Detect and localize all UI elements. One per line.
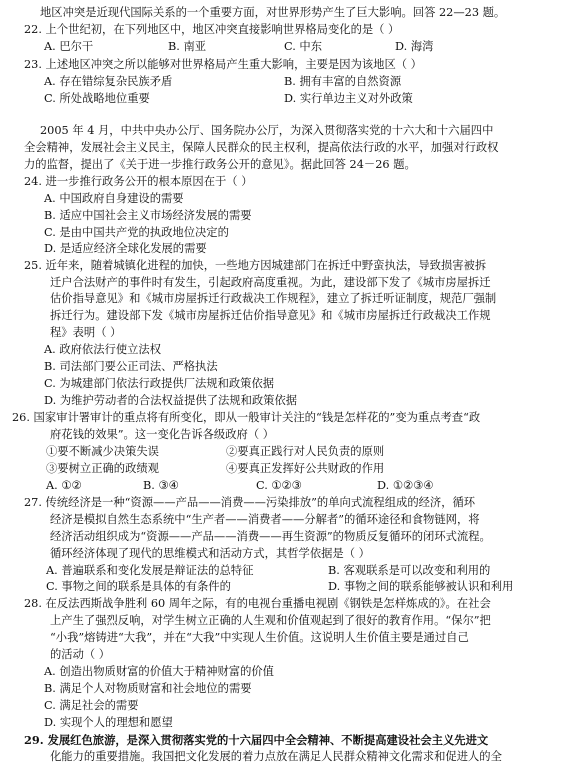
question-27-option-c: C. 事物之间的联系是具体的有条件的 bbox=[46, 580, 231, 593]
question-25-stem-line1: 25. 近年来，随着城镇化进程的加快，一些地方因城建部门在拆迁中野蛮执法，导致损害被拆 bbox=[24, 259, 487, 272]
question-24-option-d: D. 是适应经济全球化发展的需要 bbox=[44, 242, 207, 255]
question-26-statement-3: ③要树立正确的政绩观 bbox=[46, 462, 159, 475]
question-27-stem-line2: 经济是模拟自然生态系统中“生产者——消费者——分解者”的循环途径和食物链网，将 bbox=[50, 513, 480, 526]
question-27-option-b: B. 客观联系是可以改变和利用的 bbox=[328, 564, 491, 577]
question-25-option-d: D. 为维护劳动者的合法权益提供了法规和政策依据 bbox=[44, 394, 298, 407]
question-26-option-a: A. ①② bbox=[46, 479, 82, 492]
question-25-option-a: A. 政府依法行使立法权 bbox=[44, 343, 162, 356]
question-26-stem-line1: 26. 国家审计署审计的重点将有所变化，即从一般审计关注的“钱是怎样花的”变为重点考查“政 bbox=[12, 411, 481, 424]
question-26-option-c: C. ①②③ bbox=[256, 479, 302, 492]
passage-intro-24-26-line2: 全会精神，发展社会主义民主，保障人民群众的民主权利，提高依法行政的水平，加强对行政权 bbox=[24, 141, 499, 154]
question-25-stem-line4: 拆迁行为。建设部下发《城市房屋拆迁估价指导意见》和《城市房屋拆迁行政裁决工作规 bbox=[50, 309, 491, 322]
question-27-option-a: A. 普遍联系和变化发展是辩证法的总特征 bbox=[46, 564, 254, 577]
question-22-option-d: D. 海湾 bbox=[395, 40, 434, 53]
question-28-option-d: D. 实现个人的理想和愿望 bbox=[44, 716, 173, 729]
question-26-option-b: B. ③④ bbox=[143, 479, 179, 492]
question-23-option-b: B. 拥有丰富的自然资源 bbox=[284, 75, 402, 88]
question-23-option-a: A. 存在错综复杂民族矛盾 bbox=[44, 75, 173, 88]
question-29-stem-line1: 29. 发展红色旅游，是深入贯彻落实党的十六届四中全会精神、不断提高建设社会主义先进文 bbox=[24, 733, 489, 747]
question-28-stem-line2: 上产生了强烈反响，对学生树立正确的人生观和价值观起到了很好的教育作用。“保尔”把 bbox=[50, 614, 491, 627]
passage-intro-22-23: 地区冲突是近现代国际关系的一个重要方面，对世界形势产生了巨大影响。回答 22—23 题。 bbox=[40, 6, 506, 19]
question-29-stem-line2: 化能力的重要措施。我国把文化发展的着力点放在满足人民群众精神文化需求和促进人的全 bbox=[50, 750, 502, 763]
question-22-stem: 22. 上个世纪初，在下列地区中，地区冲突直接影响世界格局变化的是（ ） bbox=[24, 23, 400, 36]
question-22-option-b: B. 南亚 bbox=[168, 40, 207, 53]
question-22-option-a: A. 巴尔干 bbox=[44, 40, 94, 53]
question-24-option-a: A. 中国政府自身建设的需要 bbox=[44, 192, 184, 205]
question-27-stem-line1: 27. 传统经济是一种“资源——产品——消费——污染排放”的单向式流程组成的经济，循环 bbox=[24, 496, 476, 509]
question-25-stem-line3: 估价指导意见》和《城市房屋拆迁行政裁决工作规程》，建立了拆迁听证制度，规范厂强制 bbox=[50, 292, 497, 305]
question-24-option-b: B. 适应中国社会主义市场经济发展的需要 bbox=[44, 209, 252, 222]
question-28-option-b: B. 满足个人对物质财富和社会地位的需要 bbox=[44, 682, 252, 695]
question-28-stem-line3: “小我”熔铸进“大我”，并在“大我”中实现人生价值。这说明人生价值主要是通过自己 bbox=[50, 631, 469, 644]
question-22-option-c: C. 中东 bbox=[284, 40, 323, 53]
question-24-option-c: C. 是由中国共产党的执政地位决定的 bbox=[44, 226, 229, 239]
question-24-stem: 24. 进一步推行政务公开的根本原因在于（ ） bbox=[24, 175, 253, 188]
question-25-option-b: B. 司法部门要公正司法、严格执法 bbox=[44, 360, 218, 373]
question-28-stem-line1: 28. 在反法西斯战争胜利 60 周年之际，有的电视台重播电视剧《钢铁是怎样炼成的》。在社会 bbox=[24, 597, 491, 610]
question-26-statement-1: ①要不断减少决策失误 bbox=[46, 445, 159, 458]
question-25-stem-line2: 迁户合法财产的事件时有发生，引起政府高度重视。为此，建设部下发了《城市房屋拆迁 bbox=[50, 276, 491, 289]
question-27-stem-line3: 经济活动组织成为“资源——产品——消费——再生资源”的物质反复循环的闭环式流程。 bbox=[50, 530, 491, 543]
question-26-statement-2: ②要真正践行对人民负责的原则 bbox=[226, 445, 385, 458]
passage-intro-24-26-line1: 2005 年 4 月，中共中央办公厅、国务院办公厅，为深入贯彻落实党的十六大和十六届四中 bbox=[40, 124, 494, 137]
question-26-option-d: D. ①②③④ bbox=[377, 479, 434, 492]
question-28-option-a: A. 创造出物质财富的价值大于精神财富的价值 bbox=[44, 665, 274, 678]
question-25-option-c: C. 为城建部门依法行政提供厂法规和政策依据 bbox=[44, 377, 275, 390]
question-25-stem-line5: 程》表明（ ） bbox=[50, 326, 122, 339]
question-23-option-d: D. 实行单边主义对外政策 bbox=[284, 92, 413, 105]
question-26-statement-4: ④要真正发挥好公共财政的作用 bbox=[226, 462, 385, 475]
passage-intro-24-26-line3: 力的监督，提出了《关于进一步推行政务公开的意见》。据此回答 24－26 题。 bbox=[24, 158, 416, 171]
question-23-stem: 23. 上述地区冲突之所以能够对世界格局产生重大影响，主要是因为该地区（ ） bbox=[24, 58, 422, 71]
question-23-option-c: C. 所处战略地位重要 bbox=[44, 92, 150, 105]
question-27-stem-line4: 循环经济体现了现代的思维模式和活动方式，其哲学依据是（ ） bbox=[50, 547, 370, 560]
question-26-stem-line2: 府花钱的效果”。这一变化告诉各级政府（ ） bbox=[50, 428, 275, 441]
question-28-stem-line4: 的活动（ ） bbox=[50, 648, 111, 661]
question-27-option-d: D. 事物之间的联系能够被认识和利用 bbox=[328, 580, 514, 593]
question-28-option-c: C. 满足社会的需要 bbox=[44, 699, 139, 712]
